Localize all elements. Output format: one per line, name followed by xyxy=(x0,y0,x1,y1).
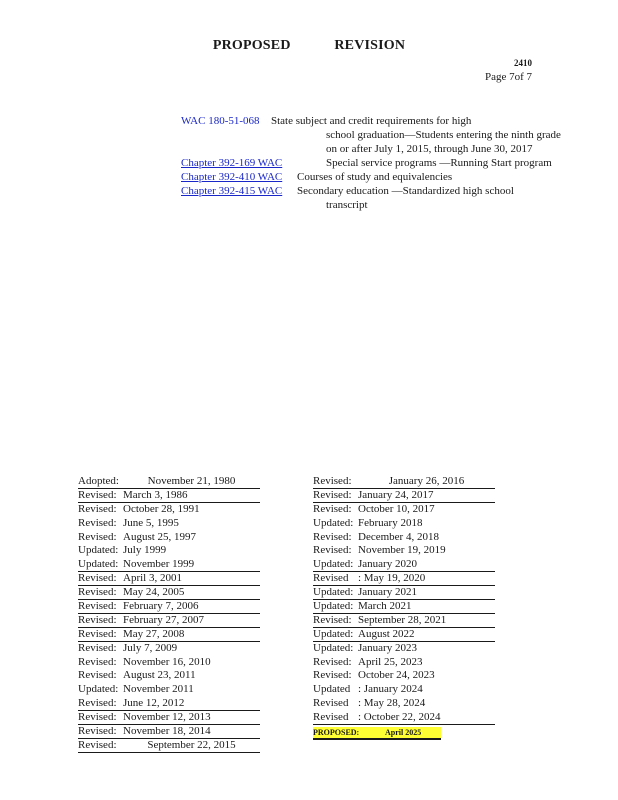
history-label: Updated: xyxy=(78,544,119,557)
history-date: March 2021 xyxy=(358,600,412,613)
history-date: June 12, 2012 xyxy=(123,697,185,710)
history-entry xyxy=(313,711,495,725)
history-entry xyxy=(313,697,495,711)
history-entry xyxy=(78,683,260,697)
history-label: Revised: xyxy=(78,572,117,585)
history-label: Revised: xyxy=(313,544,352,557)
history-date: : October 22, 2024 xyxy=(358,711,441,724)
history-label: Revised xyxy=(313,572,349,585)
history-label: Revised: xyxy=(78,641,117,654)
history-entry xyxy=(78,600,260,614)
cross-references xyxy=(181,114,563,212)
history-date: November 1999 xyxy=(123,558,195,571)
history-entry xyxy=(313,628,495,642)
history-label: Updated xyxy=(313,683,351,696)
history-label: Revised: xyxy=(313,655,352,668)
history-entry xyxy=(78,642,260,656)
history-entry xyxy=(78,711,260,725)
history-date: May 27, 2008 xyxy=(123,627,185,640)
history-label: Revised: xyxy=(78,738,117,751)
history-date: August 2022 xyxy=(358,627,415,640)
history-entry xyxy=(313,503,495,517)
history-entry xyxy=(78,544,260,558)
history-date: April 25, 2023 xyxy=(358,655,423,668)
history-entry xyxy=(78,475,260,489)
history-date: March 3, 1986 xyxy=(123,488,188,501)
chapter-link[interactable]: Chapter 392-169 WAC xyxy=(181,157,283,169)
history-entry xyxy=(313,614,495,628)
history-entry xyxy=(78,586,260,600)
history-entry xyxy=(313,600,495,614)
history-entry xyxy=(78,628,260,642)
history-entry xyxy=(313,544,495,558)
history-date: August 25, 1997 xyxy=(123,530,197,543)
description-continuation: school graduation—Students entering the ninth grade on or after July 1, 2015, through June 30, 2017 xyxy=(326,129,561,155)
history-date: January 26, 2016 xyxy=(388,475,465,487)
history-date: August 23, 2011 xyxy=(123,669,196,682)
history-entry xyxy=(78,725,260,739)
cross-reference-item xyxy=(181,156,563,170)
cross-reference-description xyxy=(297,184,563,212)
history-date: January 24, 2017 xyxy=(358,488,434,501)
cross-reference-item xyxy=(181,184,563,212)
history-entry xyxy=(313,517,495,531)
history-label: Revised: xyxy=(78,669,117,682)
history-date: October 24, 2023 xyxy=(358,669,435,682)
title-revision: REVISION xyxy=(334,38,406,53)
history-date: February 2018 xyxy=(358,516,423,529)
history-entry xyxy=(313,531,495,545)
history-entry xyxy=(313,489,495,503)
history-label: Updated: xyxy=(313,516,354,529)
wac-link[interactable]: WAC 180-51-068 xyxy=(181,115,260,127)
history-label: Revised xyxy=(313,711,349,724)
history-date: February 27, 2007 xyxy=(123,613,204,626)
history-date: November 12, 2013 xyxy=(123,711,211,724)
history-entry xyxy=(78,503,260,517)
history-label: Revised: xyxy=(78,600,117,613)
history-label: Revised: xyxy=(313,502,352,515)
history-date: September 22, 2015 xyxy=(147,738,236,751)
history-date: April 3, 2001 xyxy=(123,572,182,585)
history-entry xyxy=(313,475,495,489)
history-label: Revised: xyxy=(78,725,117,738)
description-line: Special service programs —Running Start program xyxy=(326,157,552,169)
history-date: November 16, 2010 xyxy=(123,655,211,668)
history-date: May 24, 2005 xyxy=(123,586,185,599)
history-entry xyxy=(78,656,260,670)
proposed-date: April 2025 xyxy=(385,728,422,738)
document-title xyxy=(0,38,618,54)
history-label: Updated: xyxy=(313,627,354,640)
history-entry xyxy=(313,586,495,600)
history-label: Revised: xyxy=(78,586,117,599)
history-label: Revised: xyxy=(78,516,117,529)
history-date: November 18, 2014 xyxy=(123,725,211,738)
proposed-entry xyxy=(313,727,441,740)
history-label: Revised: xyxy=(78,502,117,515)
cross-reference-description: Courses of study and equivalencies xyxy=(297,171,453,183)
description-line: Secondary education —Standardized high school xyxy=(297,185,514,197)
history-label: Updated: xyxy=(313,641,354,654)
history-date: November 21, 1980 xyxy=(147,475,236,487)
history-date: June 5, 1995 xyxy=(123,516,179,529)
history-date: July 7, 2009 xyxy=(123,641,178,654)
history-date: July 1999 xyxy=(123,544,167,557)
history-entry xyxy=(313,572,495,586)
history-label: Revised: xyxy=(78,627,117,640)
history-date: February 7, 2006 xyxy=(123,600,199,613)
history-label: Adopted: xyxy=(78,475,119,487)
history-entry xyxy=(313,656,495,670)
history-entry xyxy=(78,697,260,711)
description-continuation: transcript xyxy=(326,199,368,211)
history-label: Revised: xyxy=(313,488,352,501)
history-label: Revised: xyxy=(78,711,117,724)
history-entry xyxy=(78,489,260,503)
history-entry xyxy=(313,642,495,656)
history-entry xyxy=(78,739,260,753)
history-entry xyxy=(313,558,495,572)
history-entry xyxy=(313,683,495,697)
proposed-label: PROPOSED: xyxy=(313,728,360,738)
history-date: November 2011 xyxy=(123,683,194,696)
history-date: January 2020 xyxy=(358,558,417,571)
history-label: Revised: xyxy=(313,613,352,626)
history-entry xyxy=(78,572,260,586)
history-label: Revised: xyxy=(78,655,117,668)
page-number: Page 7of 7 xyxy=(484,71,532,83)
history-entry xyxy=(78,558,260,572)
history-date: December 4, 2018 xyxy=(358,530,439,543)
history-entry xyxy=(78,531,260,545)
history-date: October 10, 2017 xyxy=(358,502,435,515)
history-label: Updated: xyxy=(78,558,119,571)
chapter-link[interactable]: Chapter 392-410 WAC xyxy=(181,171,283,183)
history-label: Updated: xyxy=(313,600,354,613)
history-label: Updated: xyxy=(78,683,119,696)
history-label: Revised: xyxy=(78,488,117,501)
history-date: : May 28, 2024 xyxy=(358,697,426,710)
history-label: Revised: xyxy=(78,530,117,543)
history-label: Revised xyxy=(313,697,349,710)
title-proposed: PROPOSED xyxy=(212,38,291,53)
history-entry xyxy=(313,669,495,683)
history-label: Updated: xyxy=(313,558,354,571)
history-right-column xyxy=(313,475,495,740)
cross-reference-description xyxy=(297,156,563,170)
history-date: September 28, 2021 xyxy=(358,613,447,626)
history-left-column xyxy=(78,475,260,753)
history-label: Revised: xyxy=(313,475,352,487)
history-date: November 19, 2019 xyxy=(358,544,446,557)
cross-reference-item xyxy=(181,114,563,156)
policy-number: 2410 xyxy=(514,58,532,68)
history-entry xyxy=(78,669,260,683)
history-label: Updated: xyxy=(313,586,354,599)
cross-reference-item xyxy=(181,170,563,184)
chapter-link[interactable]: Chapter 392-415 WAC xyxy=(181,185,283,197)
history-label: Revised: xyxy=(78,613,117,626)
history-label: Revised: xyxy=(313,530,352,543)
history-label: Revised: xyxy=(313,669,352,682)
history-entry xyxy=(78,517,260,531)
description-line: State subject and credit requirements for high xyxy=(271,115,472,127)
history-date: January 2023 xyxy=(358,641,417,654)
history-date: : January 2024 xyxy=(358,683,423,696)
cross-reference-description xyxy=(271,114,563,156)
history-date: October 28, 1991 xyxy=(123,502,200,515)
history-entry xyxy=(78,614,260,628)
history-label: Revised: xyxy=(78,697,117,710)
history-date: January 2021 xyxy=(358,586,417,599)
history-date: : May 19, 2020 xyxy=(358,572,426,585)
